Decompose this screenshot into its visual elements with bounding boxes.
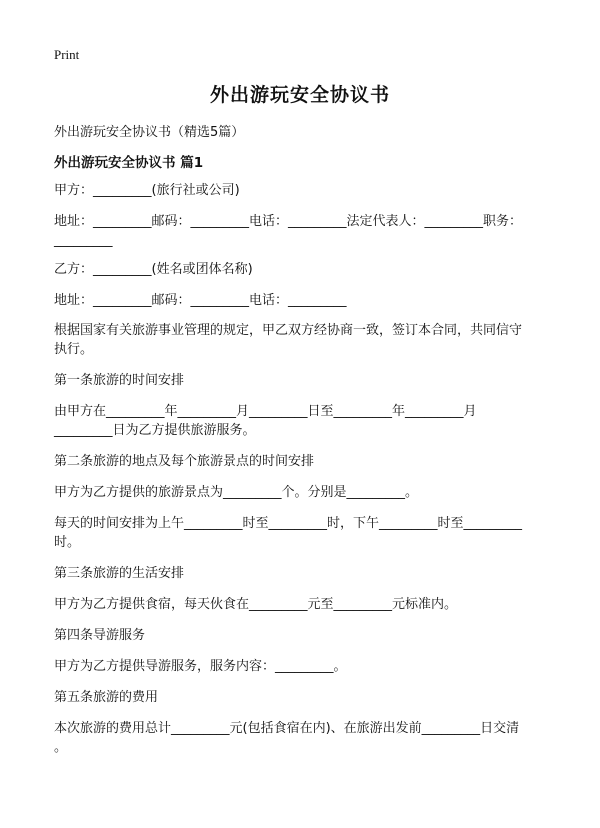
party-a-line: 甲方：_________(旅行社或公司): [54, 183, 240, 198]
party-a-position-blank: _________: [54, 233, 113, 248]
article-5-heading: 第五条旅游的费用: [54, 690, 159, 705]
article-1-line-1: 由甲方在_________年_________月_________日至_________年_________月: [54, 404, 477, 419]
section-heading: 外出游玩安全协议书 篇1: [54, 155, 204, 171]
article-5-line-1: 本次旅游的费用总计_________元(包括食宿在内)、在旅游出发前_________日交清: [54, 721, 520, 736]
document-subtitle: 外出游玩安全协议书（精选5篇）: [54, 125, 245, 140]
preamble-line-1: 根据国家有关旅游事业管理的规定，甲乙双方经协商一致，签订本合同，共同信守: [54, 323, 523, 338]
article-5-line-2: 。: [54, 740, 68, 755]
article-4-line-1: 甲方为乙方提供导游服务，服务内容：_________。: [54, 659, 347, 674]
party-b-line: 乙方：_________(姓名或团体名称): [54, 262, 253, 277]
article-2-heading: 第二条旅游的地点及每个旅游景点的时间安排: [54, 454, 315, 469]
party-b-address-line: 地址：_________邮码：_________电话：_________: [54, 293, 347, 308]
article-2-line-3: 时。: [54, 535, 81, 550]
article-3-line-1: 甲方为乙方提供食宿，每天伙食在_________元至_________元标准内。: [54, 597, 458, 612]
article-2-line-2: 每天的时间安排为上午_________时至_________时，下午_________时至_________: [54, 516, 523, 531]
preamble-line-2: 执行。: [54, 342, 94, 357]
print-link[interactable]: Print: [54, 47, 80, 62]
article-1-line-2: _________日为乙方提供旅游服务。: [54, 423, 256, 438]
article-2-line-1: 甲方为乙方提供的旅游景点为_________个。分别是_________。: [54, 485, 419, 500]
document-title: 外出游玩安全协议书: [209, 84, 390, 106]
party-a-address-line: 地址：_________邮码：_________电话：_________法定代表人：_________职务：: [54, 214, 523, 229]
article-3-heading: 第三条旅游的生活安排: [54, 566, 185, 581]
article-1-heading: 第一条旅游的时间安排: [54, 373, 185, 388]
article-4-heading: 第四条导游服务: [54, 628, 146, 643]
